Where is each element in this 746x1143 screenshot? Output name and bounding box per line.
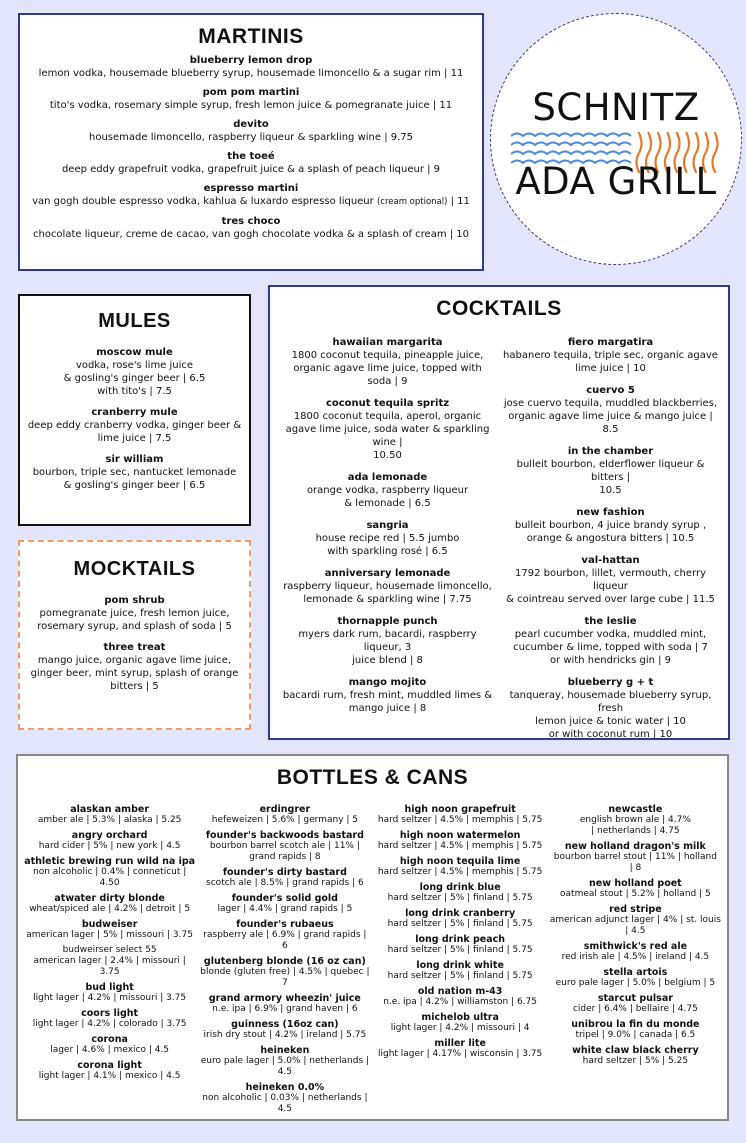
item-description-line: deep eddy cranberry vodka, ginger beer & [27,420,242,431]
item-description-line: lime juice | 7.5 [97,433,172,444]
item-name: heineken 0.0% [245,1082,325,1093]
item-description-line: non alcoholic | 0.4% | conneticut | 4.50 [32,867,187,888]
item-name: stella artois [603,967,668,978]
menu-item [503,616,718,667]
item-name: founder's dirty bastard [222,867,347,878]
menu-item [28,87,474,112]
item-name: thornapple punch [337,616,438,627]
item-description-line: scotch ale | 8.5% | grand rapids | 6 [206,878,364,888]
item-name: anniversary lemonade [324,568,451,579]
item-name: newcastle [608,804,663,815]
item-description-line: hard seltzer | 5% | finland | 5.75 [387,893,533,903]
menu-item [375,908,546,930]
bottles-cans-section [16,754,729,1121]
item-name: cuervo 5 [586,385,635,396]
item-description-line: 1792 bourbon, lillet, vermouth, cherry liqueur [514,568,707,592]
menu-item [280,337,495,388]
menu-item [280,472,495,510]
item-description-text: lemon vodka, housemade blueberry syrup, housemade limoncello & a sugar rim | 11 [38,68,464,79]
item-name: long drink blue [419,882,501,893]
item-description-line: hard seltzer | 5% | finland | 5.75 [387,919,533,929]
item-name: unibrou la fin du monde [571,1019,700,1030]
bottles-cans-title: BOTTLES & CANS [276,766,469,789]
item-description-line: orange & angostura bitters | 10.5 [526,533,695,544]
item-description-line: pomegranate juice, fresh lemon juice, [39,608,230,619]
item-name: alaskan amber [70,804,150,815]
item-name: devito [233,119,269,130]
cocktails-right-column [499,337,722,751]
item-name: athletic brewing run wild na ipa [24,856,196,867]
menu-item [28,55,474,80]
menu-item [280,568,495,606]
item-name: pom pom martini [202,87,300,98]
logo-line-2: ADA GRILL [515,160,717,203]
item-description-line: hard seltzer | 4.5% | memphis | 5.75 [377,841,543,851]
menu-item [550,993,721,1015]
item-description-line: oatmeal stout | 5.2% | holland | 5 [560,889,711,899]
menu-item [199,867,370,889]
item-description-line: n.e. ipa | 4.2% | williamston | 6.75 [383,997,538,1007]
item-name: miller lite [434,1038,486,1049]
menu-item [280,398,495,462]
menu-item [24,919,195,941]
item-name: ada lemonade [347,472,428,483]
item-name: the leslie [584,616,637,627]
item-name: high noon watermelon [399,830,521,841]
bottles-column-1 [22,804,197,1119]
item-description-line: ginger beer, mint syrup, splash of orange [30,668,239,679]
item-description-line: lime juice | 10 [575,363,646,374]
item-name: the toeé [227,151,275,162]
menu-item [550,967,721,989]
item-name: smithwick's red ale [583,941,688,952]
item-name: long drink white [416,960,504,971]
item-description-line: juice blend | 8 [352,655,423,666]
item-description-line: raspberry liqueur, housemade limoncello, [283,581,492,592]
item-name: starcut pulsar [597,993,673,1004]
menu-item [503,337,718,375]
item-description-line: hefeweizen | 5.6% | germany | 5 [211,815,359,825]
menu-item [375,882,546,904]
item-description-line: jose cuervo tequila, muddled blackberries, [503,398,718,409]
mules-list [26,347,243,492]
item-name: high noon tequila lime [399,856,521,867]
menu-item [199,993,370,1015]
item-description-line: light lager | 4.1% | mexico | 4.5 [38,1071,181,1081]
item-description-line: tanqueray, housemade blueberry syrup, fresh [509,690,712,714]
item-description-line: or with hendricks gin | 9 [549,655,672,666]
item-description-line: american lager | 5% | missouri | 3.75 [26,930,193,940]
item-name: blueberry g + t [567,677,654,688]
item-description-line: euro pale lager | 5.0% | netherlands | 4.5 [200,1056,370,1077]
menu-item [280,616,495,667]
item-description-line: vodka, rose's lime juice [75,360,194,371]
item-description-line: hard seltzer | 4.5% | memphis | 5.75 [377,815,543,825]
item-description-line: grand rapids | 8 [249,852,321,862]
item-name: glutenberg blonde (16 oz can) [203,956,366,967]
cocktails-left-column [276,337,499,751]
item-name: new holland dragon's milk [564,841,706,852]
item-name: sangria [366,520,409,531]
menu-item [28,151,474,176]
item-name: erdingrer [259,804,311,815]
item-description-line: & gosling's ginger beer | 6.5 [63,480,206,491]
item-description-line: hard seltzer | 5% | finland | 5.75 [387,945,533,955]
item-description-line: 1800 coconut tequila, pineapple juice, [291,350,484,361]
item-description-line: light lager | 4.2% | missouri | 3.75 [33,993,187,1003]
menu-item [503,385,718,436]
item-name: red stripe [609,904,662,915]
martinis-section [18,13,484,271]
cocktails-section [268,285,730,740]
cocktails-title: COCKTAILS [436,297,562,320]
item-description-line: english brown ale | 4.7% [579,815,691,825]
menu-item [199,830,370,863]
item-name: heineken [260,1045,310,1056]
item-description-line: habanero tequila, triple sec, organic agave [503,350,718,361]
item-description-line: | 8 [629,863,642,873]
item-description-line: pearl cucumber vodka, muddled mint, [514,629,707,640]
item-name: in the chamber [567,446,654,457]
menu-item [503,555,718,606]
item-name: bud light [85,982,134,993]
item-name: mango mojito [348,677,427,688]
item-description-line: tripel | 9.0% | canada | 6.5 [575,1030,696,1040]
menu-item [550,941,721,963]
menu-item [26,595,243,633]
menu-item [280,677,495,715]
item-name: long drink cranberry [405,908,516,919]
menu-item [375,830,546,852]
wave-line [511,152,631,155]
item-description-line: 1800 coconut tequila, aperol, organic [293,411,482,422]
item-name: white claw black cherry [572,1045,699,1056]
item-name: founder's rubaeus [236,919,334,930]
item-description-line: bacardi rum, fresh mint, muddled limes & [282,690,493,701]
item-name: atwater dirty blonde [54,893,165,904]
martinis-title: MARTINIS [198,25,304,48]
menu-item [550,841,721,874]
item-description-line: organic agave lime juice & mango juice | 8.5 [508,411,713,435]
item-description-line: wheat/spiced ale | 4.2% | detroit | 5 [29,904,191,914]
menu-item [550,878,721,900]
menu-item [375,856,546,878]
item-description-line: & cointreau served over large cube | 11.5 [506,594,715,605]
menu-item [280,520,495,558]
item-description-line: | 4.5 [625,926,646,936]
menu-item [503,446,718,497]
item-name: angry orchard [71,830,148,841]
item-name: moscow mule [96,347,173,358]
menu-item [550,1019,721,1041]
item-name: corona light [77,1060,142,1071]
menu-item [26,454,243,492]
item-description-line: blonde (gluten free) | 4.5% | quebec | 7 [200,967,370,988]
item-description-line: bitters | 5 [110,681,159,692]
item-name: long drink peach [415,934,506,945]
item-name: michelob ultra [421,1012,499,1023]
item-name: new holland poet [589,878,682,889]
bottles-column-2 [197,804,372,1119]
item-description-text: deep eddy grapefruit vodka, grapefruit juice & a splash of peach liqueur | 9 [61,164,441,175]
item-description-line: raspberry ale | 6.9% | grand rapids | 6 [203,930,367,951]
item-name: budweiser [81,919,138,930]
item-name: three treat [103,642,166,653]
item-name: blueberry lemon drop [189,55,313,66]
item-description-line: light lager | 4.2% | missouri | 4 [390,1023,530,1033]
item-description [28,195,474,209]
item-note: (cream optional) [376,197,448,207]
menu-item [375,804,546,826]
mocktails-list [26,595,243,693]
menu-item [28,216,474,241]
item-description-line: hard cider | 5% | new york | 4.5 [38,841,181,851]
item-description-line: bulleit bourbon, elderflower liqueur & bitters | [516,459,705,483]
item-name: espresso martini [203,183,299,194]
item-description-line: non alcoholic | 0.03% | netherlands | 4.5 [202,1093,368,1114]
wave-icon [511,134,631,164]
item-description [28,99,474,112]
menu-item [24,945,195,978]
item-name: coors light [81,1008,139,1019]
menu-item [503,677,718,741]
menu-item [199,1082,370,1115]
bottles-column-3 [373,804,548,1119]
item-description-line: 10.50 [373,450,402,461]
item-description-line: mango juice | 8 [348,703,427,714]
item-description-text: housemade limoncello, raspberry liqueur & sparkling wine | 9.75 [88,132,414,143]
item-name: guinness (16oz can) [231,1019,339,1030]
mules-title: MULES [98,310,171,332]
menu-item [24,856,195,889]
menu-item [199,1045,370,1078]
item-description-line: & gosling's ginger beer | 6.5 [63,373,206,384]
item-name: founder's solid gold [231,893,338,904]
item-description-line: agave lime juice, soda water & sparkling wine | [285,424,490,448]
menu-item [199,956,370,989]
item-description-line: bourbon barrel stout | 11% | holland [553,852,717,862]
mules-section [18,294,251,526]
menu-item [28,183,474,209]
menu-item [28,119,474,144]
item-description-line: lemon juice & tonic water | 10 [535,716,686,727]
item-description [28,163,474,176]
item-name: pom shrub [104,595,165,606]
item-description-line: american adjunct lager | 4% | st. louis [549,915,721,925]
item-name: coconut tequila spritz [325,398,450,409]
item-description-line: organic agave lime juice, topped with soda | 9 [293,363,482,387]
item-description [28,67,474,80]
item-description-line: euro pale lager | 5.0% | belgium | 5 [555,978,716,988]
item-description-line: hard seltzer | 5% | finland | 5.75 [387,971,533,981]
mocktails-section [18,540,251,730]
menu-item [199,804,370,826]
menu-item [550,904,721,937]
item-description-line: amber ale | 5.3% | alaska | 5.25 [37,815,182,825]
item-name: sir william [105,454,164,465]
item-description-line: 10.5 [599,485,622,496]
menu-item [199,919,370,952]
item-name: fiero margatira [567,337,654,348]
item-price: | 11 [447,196,470,207]
menu-item [375,1012,546,1034]
item-description-text: tito's vodka, rosemary simple syrup, fresh lemon juice & pomegranate juice | 11 [49,100,453,111]
menu-item [24,1008,195,1030]
martinis-list [28,55,474,241]
item-description-line: bulleit bourbon, 4 juice brandy syrup , [514,520,707,531]
menu-item [24,982,195,1004]
item-description [28,131,474,144]
item-description-line: light lager | 4.17% | wisconsin | 3.75 [377,1049,543,1059]
item-description-line: house recipe red | 5.5 jumbo [315,533,460,544]
item-description-line: & lemonade | 6.5 [344,498,431,509]
item-name: high noon grapefruit [404,804,516,815]
item-description-line: lager | 4.4% | grand rapids | 5 [217,904,353,914]
item-description-line: lager | 4.6% | mexico | 4.5 [50,1045,170,1055]
menu-item [375,1038,546,1060]
mocktails-title: MOCKTAILS [73,558,196,580]
item-description-line: myers dark rum, bacardi, raspberry liqueur, 3 [298,629,477,653]
item-description-line: hard seltzer | 4.5% | memphis | 5.75 [377,867,543,877]
menu-item [26,642,243,693]
menu-item [199,893,370,915]
bottles-column-4 [548,804,723,1119]
wave-line [511,134,631,137]
menu-item [24,804,195,826]
item-description-line: red irish ale | 4.5% | ireland | 4.5 [561,952,710,962]
menu-item [375,960,546,982]
schnitz-ada-grill-logo [490,13,742,265]
menu-item [24,1060,195,1082]
item-description-line: bourbon, triple sec, nantucket lemonade [32,467,237,478]
item-description-text: van gogh double espresso vodka, kahlua & luxardo espresso liqueur [32,196,374,207]
item-name: old nation m-43 [417,986,503,997]
menu-item [375,934,546,956]
item-description-line: cider | 6.4% | bellaire | 4.75 [572,1004,698,1014]
item-description-line: irish dry stout | 4.2% | ireland | 5.75 [203,1030,367,1040]
item-description-line: hard seltzer | 5% | 5.25 [582,1056,689,1066]
menu-item [24,830,195,852]
menu-item [24,893,195,915]
item-description-line: bourbon barrel scotch ale | 11% | [209,841,360,851]
menu-item [26,347,243,398]
menu-item [503,507,718,545]
item-name: tres choco [221,216,281,227]
item-description-line: cucumber & lime, topped with soda | 7 [513,642,708,653]
menu-item [375,986,546,1008]
menu-item [24,1034,195,1056]
item-description-text: chocolate liqueur, creme de cacao, van gogh chocolate vodka & a splash of cream | 10 [32,229,470,240]
menu-item [199,1019,370,1041]
menu-item [550,804,721,837]
item-description-line: | netherlands | 4.75 [591,826,680,836]
item-name: corona [91,1034,128,1045]
item-description-line: american lager | 2.4% | missouri | 3.75 [33,956,186,977]
item-name: grand armory wheezin' juice [208,993,361,1004]
item-description-line: with sparkling rosé | 6.5 [327,546,448,557]
item-description-line: mango juice, organic agave lime juice, [37,655,232,666]
item-description-line: with tito's | 7.5 [97,386,172,397]
item-description-line: orange vodka, raspberry liqueur [306,485,469,496]
wave-line [511,143,631,146]
item-description-line: n.e. ipa | 6.9% | grand haven | 6 [212,1004,358,1014]
item-description-line: or with coconut rum | 10 [548,729,673,740]
logo-line-1: SCHNITZ [532,86,700,129]
menu-item [26,407,243,445]
item-name: hawaiian margarita [332,337,443,348]
item-name: cranberry mule [91,407,178,418]
item-description [28,228,474,241]
item-description-line: rosemary syrup, and splash of soda | 5 [37,621,232,632]
item-name: founder's backwoods bastard [205,830,364,841]
item-description-line: lemonade & sparkling wine | 7.75 [303,594,472,605]
item-description-line: budweirser select 55 [62,945,157,955]
item-description-line: light lager | 4.2% | colorado | 3.75 [32,1019,187,1029]
item-name: val-hattan [581,555,640,566]
menu-item [550,1045,721,1067]
item-name: new fashion [576,507,645,518]
